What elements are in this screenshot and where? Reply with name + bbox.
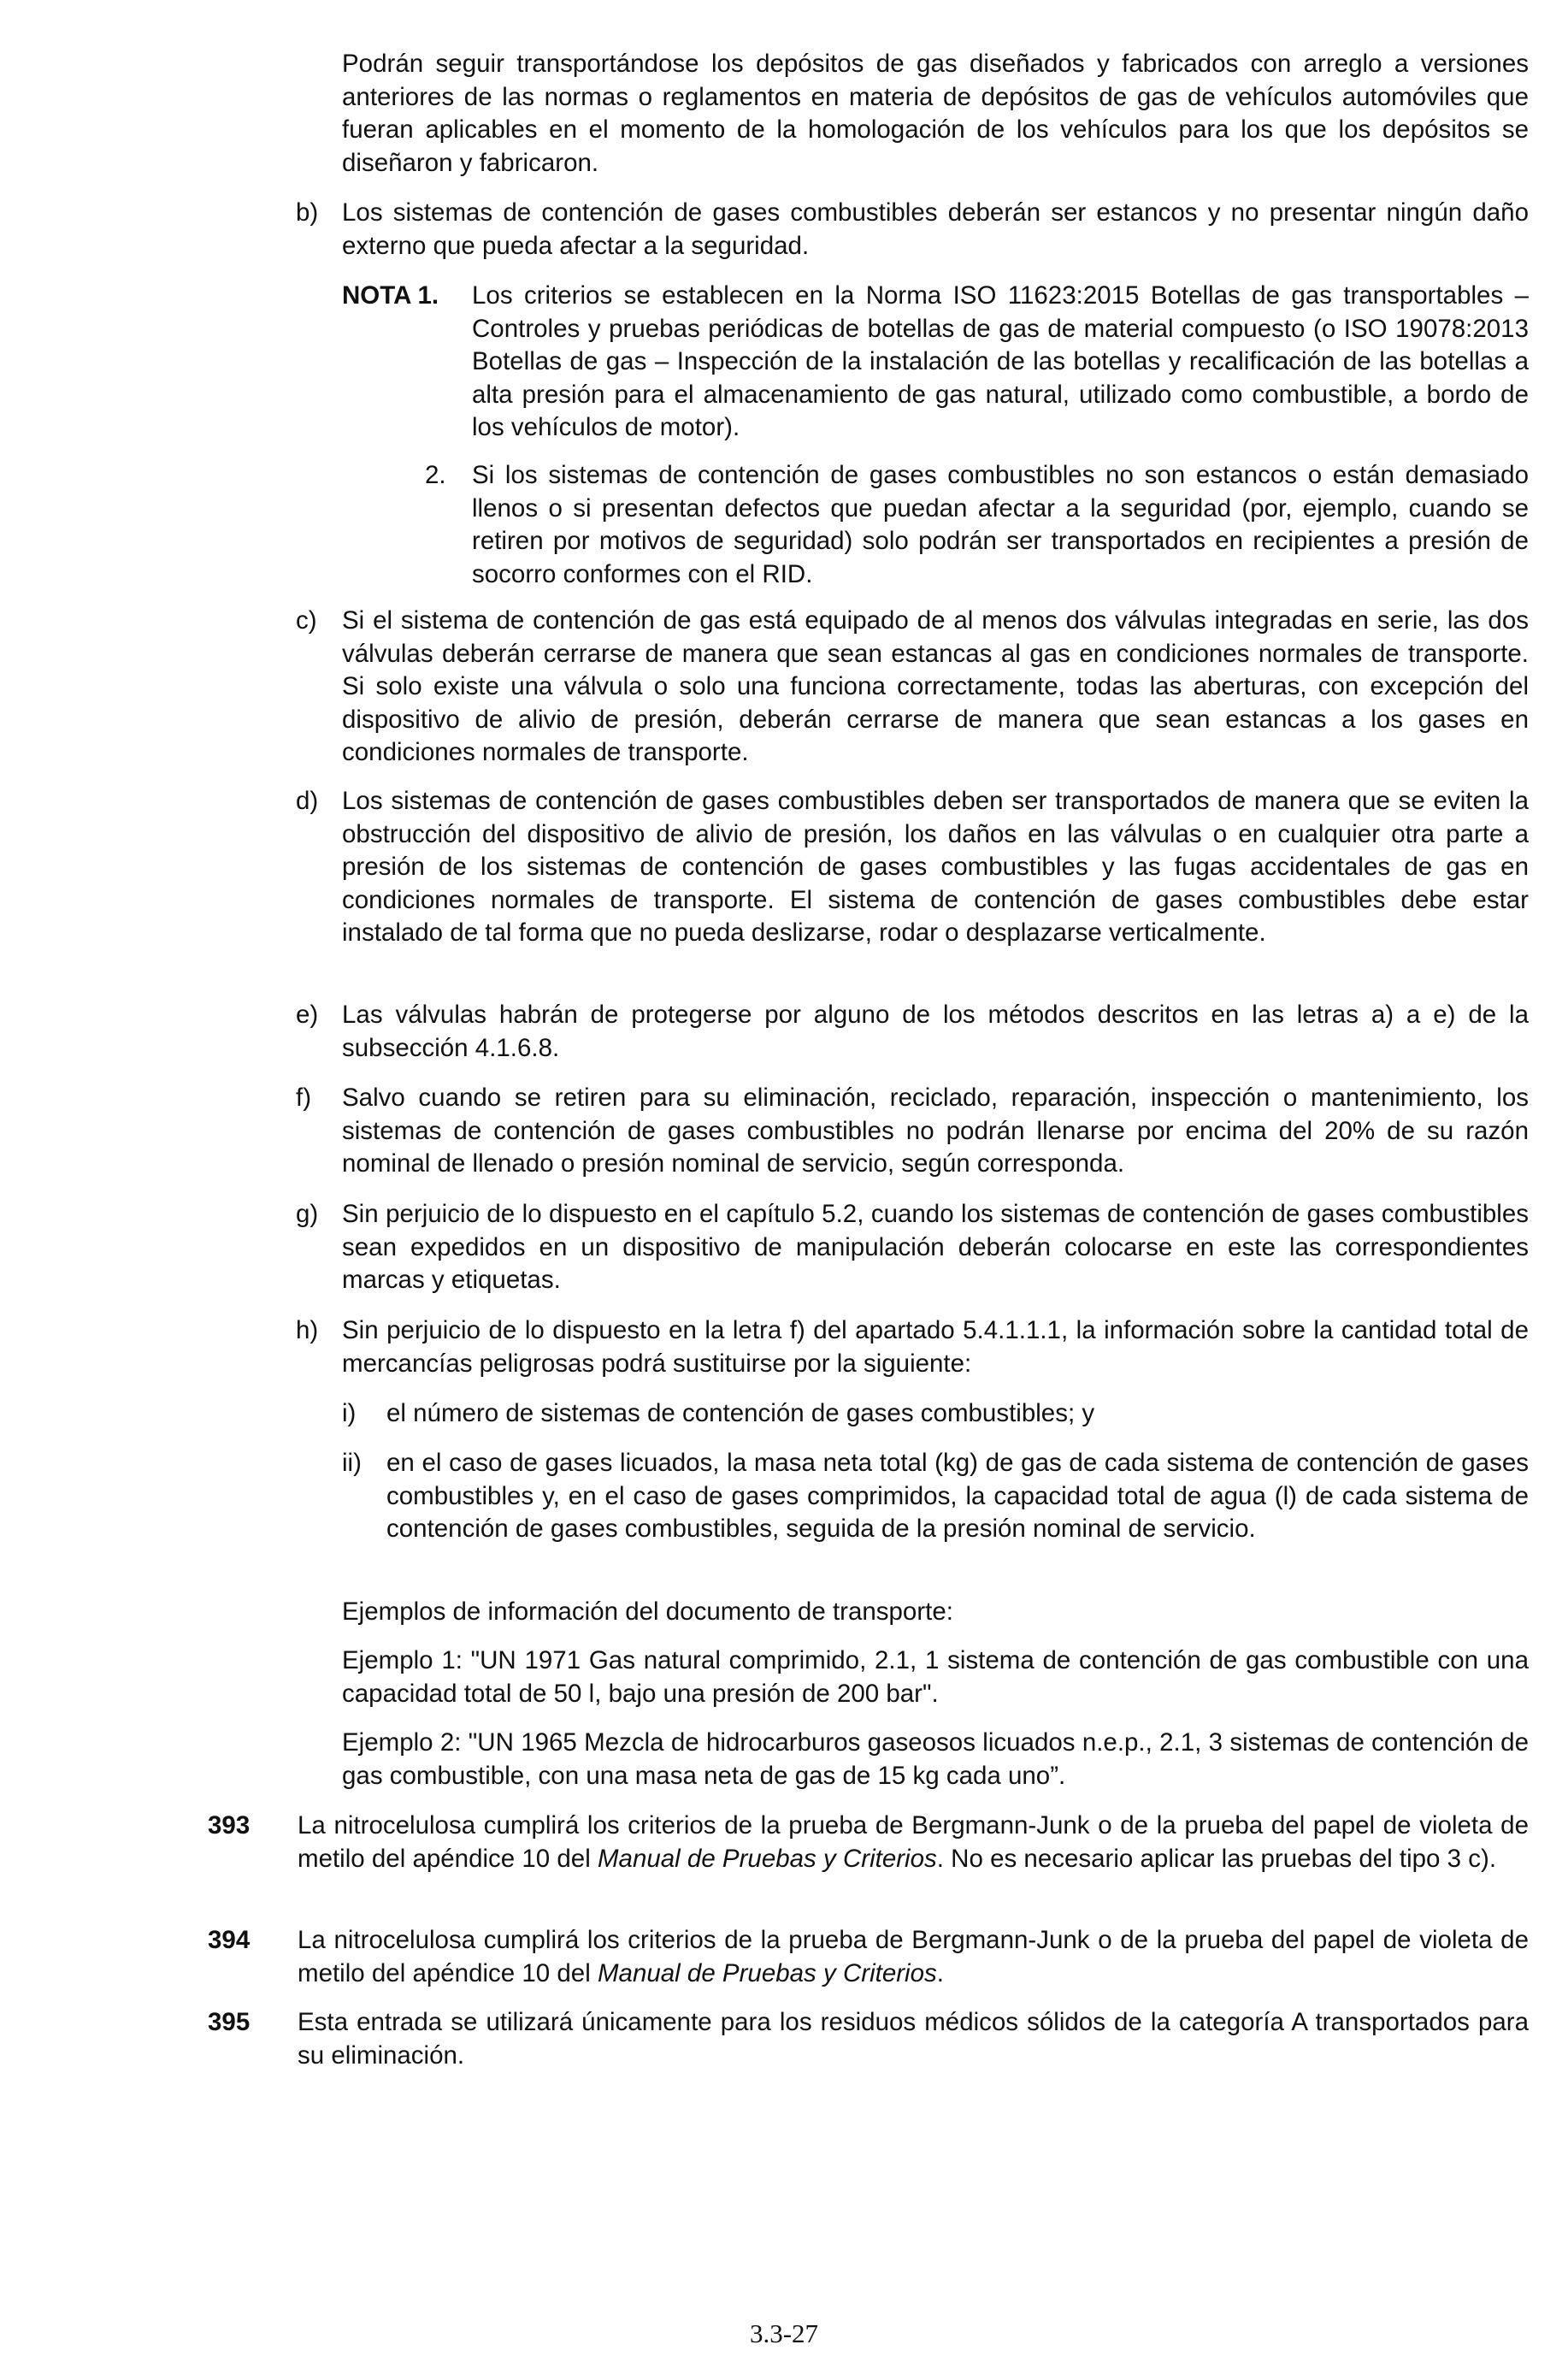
provision-text: Esta entrada se utilizará únicamente para los residuos médicos sólidos de la categoría A transportados para su eliminación. bbox=[298, 2008, 1529, 2070]
provision-394 bbox=[208, 1924, 1529, 1990]
provision-number: 393 bbox=[208, 1811, 251, 1840]
provision-text bbox=[298, 1924, 1529, 1990]
example-2: Ejemplo 2: "UN 1965 Mezcla de hidrocarburos gaseosos licuados n.e.p., 2.1, 3 sistemas de contención de gas combustible, con una masa neta de gas de 15 kg cada uno”. bbox=[342, 1728, 1529, 1790]
item-label: h) bbox=[296, 1316, 319, 1344]
note-text: Los criterios se establecen en la Norma ISO 11623:2015 Botellas de gas transportables – Controles y pruebas periódicas de botellas de gas de material compuesto (o ISO 19078:2013 Botellas de gas – Inspección de la instalación de las botellas y recalificación de las botellas a alta presión para el almacenamiento de gas natural, utilizado como combustible, a bordo de los vehículos de motor). bbox=[472, 281, 1529, 441]
provision-item-d bbox=[296, 785, 1529, 950]
item-text: Los sistemas de contención de gases combustibles deben ser transportados de manera que se eviten la obstrucción del dispositivo de alivio de presión, los daños en las válvulas o en cualquier otra parte a presión de los sistemas de contención de gases combustibles y las fugas accidentales de gas en condiciones normales de transporte. El sistema de contención de gases combustibles debe estar instalado de tal forma que no pueda deslizarse, rodar o desplazarse verticalmente. bbox=[342, 787, 1529, 947]
provision-393 bbox=[208, 1810, 1529, 1875]
intro-paragraph: Podrán seguir transportándose los depósitos de gas diseñados y fabricados con arreglo a versiones anteriores de las normas o reglamentos en materia de depósitos de gas de vehículos automóviles que fueran aplicables en el momento de la homologación de los vehículos para los que los depósitos se diseñaron y fabricaron. bbox=[342, 50, 1529, 177]
manual-title: Manual de Pruebas y Criterios bbox=[597, 1844, 937, 1873]
examples-heading: Ejemplos de información del documento de transporte: bbox=[342, 1597, 953, 1626]
subitem-label: i) bbox=[342, 1399, 357, 1427]
item-text: Sin perjuicio de lo dispuesto en la letra f) del apartado 5.4.1.1.1, la información sobre la cantidad total de mercancías peligrosas podrá sustituirse por la siguiente: bbox=[342, 1316, 1529, 1378]
manual-title: Manual de Pruebas y Criterios bbox=[597, 1958, 937, 1987]
subitem-label: ii) bbox=[342, 1449, 362, 1477]
item-text: Salvo cuando se retiren para su eliminación, reciclado, reparación, inspección o mantenimiento, los sistemas de contención de gases combustibles no podrán llenarse por encima del 20% de su razón nominal de llenado o presión nominal de servicio, según corresponda. bbox=[342, 1084, 1529, 1178]
provision-item-b bbox=[296, 197, 1529, 263]
provision-text-a: La nitrocelulosa cumplirá los criterios de la prueba de Bergmann-Junk o de la prueba del papel de violeta de metilo del apéndice 10 del bbox=[298, 1926, 1529, 1987]
provision-text-a: La nitrocelulosa cumplirá los criterios de la prueba de Bergmann-Junk o de la prueba del papel de violeta de metilo del apéndice 10 del bbox=[298, 1811, 1529, 1873]
provision-item-g bbox=[296, 1198, 1529, 1297]
item-text: Los sistemas de contención de gases combustibles deberán ser estancos y no presentar ningún daño externo que pueda afectar a la seguridad. bbox=[342, 198, 1529, 260]
note-label bbox=[342, 280, 472, 445]
provision-item-h bbox=[296, 1314, 1529, 1380]
page-number: 3.3-27 bbox=[749, 2318, 819, 2348]
item-label: f) bbox=[296, 1084, 312, 1112]
note-2-label: 2. bbox=[425, 461, 446, 489]
note-label-text: NOTA 1. bbox=[342, 281, 439, 310]
provision-text-b: . bbox=[936, 1958, 944, 1987]
subitem-text: el número de sistemas de contención de gases combustibles; y bbox=[386, 1399, 1095, 1427]
note-2 bbox=[425, 459, 1529, 591]
provision-item-c bbox=[296, 605, 1529, 770]
provision-item-f bbox=[296, 1082, 1529, 1181]
item-label: b) bbox=[296, 198, 319, 227]
provision-number: 395 bbox=[208, 2008, 251, 2036]
provision-text bbox=[298, 1810, 1529, 1875]
provision-395 bbox=[208, 2006, 1529, 2072]
item-label: e) bbox=[296, 1001, 319, 1029]
note-2-text: Si los sistemas de contención de gases combustibles no son estancos o están demasiado llenos o si presentan defectos que puedan afectar a la seguridad (por, ejemplo, cuando se retiren por motivos de seguridad) solo podrán ser transportados en recipientes a presión de socorro conformes con el RID. bbox=[472, 461, 1529, 588]
example-1: Ejemplo 1: "UN 1971 Gas natural comprimido, 2.1, 1 sistema de contención de gas combustible con una capacidad total de 50 l, bajo una presión de 200 bar". bbox=[342, 1646, 1529, 1708]
note-1 bbox=[342, 280, 1529, 445]
subitem-text: en el caso de gases licuados, la masa neta total (kg) de gas de cada sistema de contención de gases combustibles y, en el caso de gases comprimidos, la capacidad total de agua (l) de cada sistema de contención de gases combustibles, seguida de la presión nominal de servicio. bbox=[386, 1449, 1529, 1543]
provision-item-e bbox=[296, 999, 1529, 1065]
item-label: c) bbox=[296, 606, 317, 635]
provision-number: 394 bbox=[208, 1926, 251, 1954]
item-text: Las válvulas habrán de protegerse por alguno de los métodos descritos en las letras a) a e) de la subsección 4.1.6.8. bbox=[342, 1001, 1529, 1062]
item-text: Si el sistema de contención de gas está equipado de al menos dos válvulas integradas en serie, las dos válvulas deberán cerrarse de manera que sean estancas al gas en condiciones normales de transporte. Si solo existe una válvula o solo una funciona correctamente, todas las aberturas, con excepción del dispositivo de alivio de presión, deberán cerrarse de manera que sean estancas a los gases en condiciones normales de transporte. bbox=[342, 606, 1529, 766]
item-text: Sin perjuicio de lo dispuesto en el capítulo 5.2, cuando los sistemas de contención de gases combustibles sean expedidos en un dispositivo de manipulación deberán colocarse en este las correspondientes marcas y etiquetas. bbox=[342, 1200, 1529, 1294]
provision-subitem-ii bbox=[342, 1447, 1529, 1546]
provision-subitem-i bbox=[342, 1397, 1529, 1431]
item-label: g) bbox=[296, 1200, 319, 1228]
item-label: d) bbox=[296, 787, 319, 815]
provision-text-b: . No es necesario aplicar las pruebas del tipo 3 c). bbox=[936, 1844, 1497, 1873]
